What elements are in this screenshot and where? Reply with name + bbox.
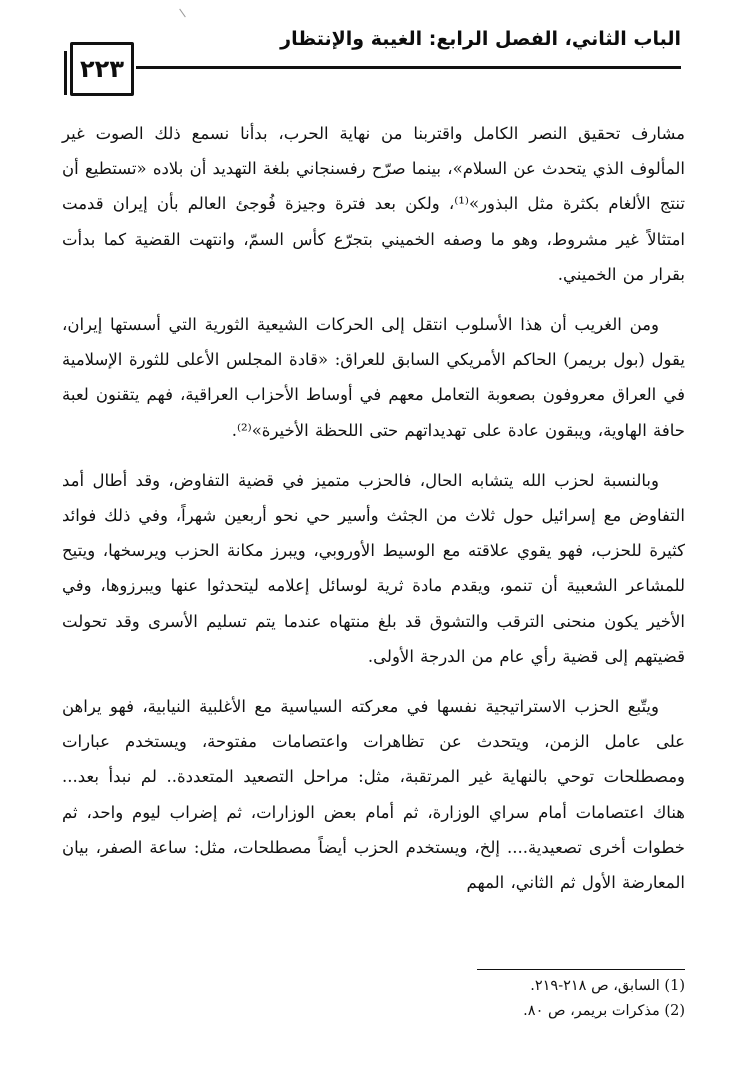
- footnote-2: (2) مذكرات بريمر، ص ٨٠.: [523, 1003, 685, 1019]
- running-header-title: الباب الثاني، الفصل الرابع: الغيبة والإنتظار: [280, 28, 681, 50]
- paragraph-4: ويتّبع الحزب الاستراتيجية نفسها في معركته السياسية مع الأغلبية النيابية، فهو يراهن على عامل الزمن، ويتحدث عن تظاهرات واعتصامات مفتوحة، ويستخدم عبارات ومصطلحات توحي بالنهاية غير المرتقبة، مثل: مراحل التصعيد المتعددة.. لم نبدأ بعد... هناك اعتصامات أمام سراي الوزارة، ثم أمام بعض الوزارات، ثم إضراب ليوم واحد، ثم خطوات أخرى تصعيدية.... إلخ، ويستخدم الحزب أيضاً مصطلحات، مثل: ساعة الصفر، بيان المعارضة الأول ثم الثاني، المهم: [62, 697, 685, 893]
- paragraph-2: ومن الغريب أن هذا الأسلوب انتقل إلى الحركات الشيعية الثورية التي أسستها إيران، يقول (بول بريمر) الحاكم الأمريكي السابق للعراق: «قادة المجلس الأعلى للثورة الإسلامية في العراق معروفون بصعوبة التعامل معهم في أوساط الأحزاب العراقية، فهم يتقنون لعبة حافة الهاوية، ويبقون عادة على تهديداتهم حتى اللحظة الأخيرة»⁽²⁾.: [62, 315, 685, 440]
- footnote-1: (1) السابق، ص ٢١٨-٢١٩.: [530, 978, 685, 994]
- page-number: ٢٢٣: [70, 42, 134, 96]
- footnotes: [285, 974, 685, 1024]
- footnote-divider: [477, 969, 685, 970]
- body-text: [62, 116, 685, 915]
- paragraph-1: مشارف تحقيق النصر الكامل واقتربنا من نهاية الحرب، بدأنا نسمع ذلك الصوت غير المألوف الذي يتحدث عن السلام»، بينما صرّح رفسنجاني بلغة التهديد أن بلاده «تستطيع أن تنتج الألغام بكثرة مثل البذور»⁽¹⁾، ولكن بعد فترة وجيزة فُوجئ العالم بأن إيران قدمت امتثالاً غير مشروط، وهو ما وصفه الخميني بتجرّع كأس السمّ، وانتهت القضية كما بدأت بقرار من الخميني.: [62, 124, 685, 284]
- header-rule: [136, 66, 681, 69]
- paragraph-3: وبالنسبة لحزب الله يتشابه الحال، فالحزب متميز في قضية التفاوض، وقد أطال أمد التفاوض مع إسرائيل حول ثلاث من الجثث وأسير حي نحو أربعين شهراً، وفي ذلك فوائد كثيرة للحزب، فهو يقوي علاقته مع الوسيط الأوروبي، ويبرز مكانة الحزب ويرسخها، ويتيح للمشاعر الشعبية أن تنمو، ويقدم مادة ثرية لوسائل إعلامه ليتحدثوا عنها ويبرزوها، وفي الأخير يكون منحنى الترقب والتشوق قد بلغ منتهاه عندما يتم تسليم الأسرى وقد تحولت قضيتهم إلى قضية رأي عام من الدرجة الأولى.: [62, 470, 685, 666]
- scan-mark: [179, 9, 186, 18]
